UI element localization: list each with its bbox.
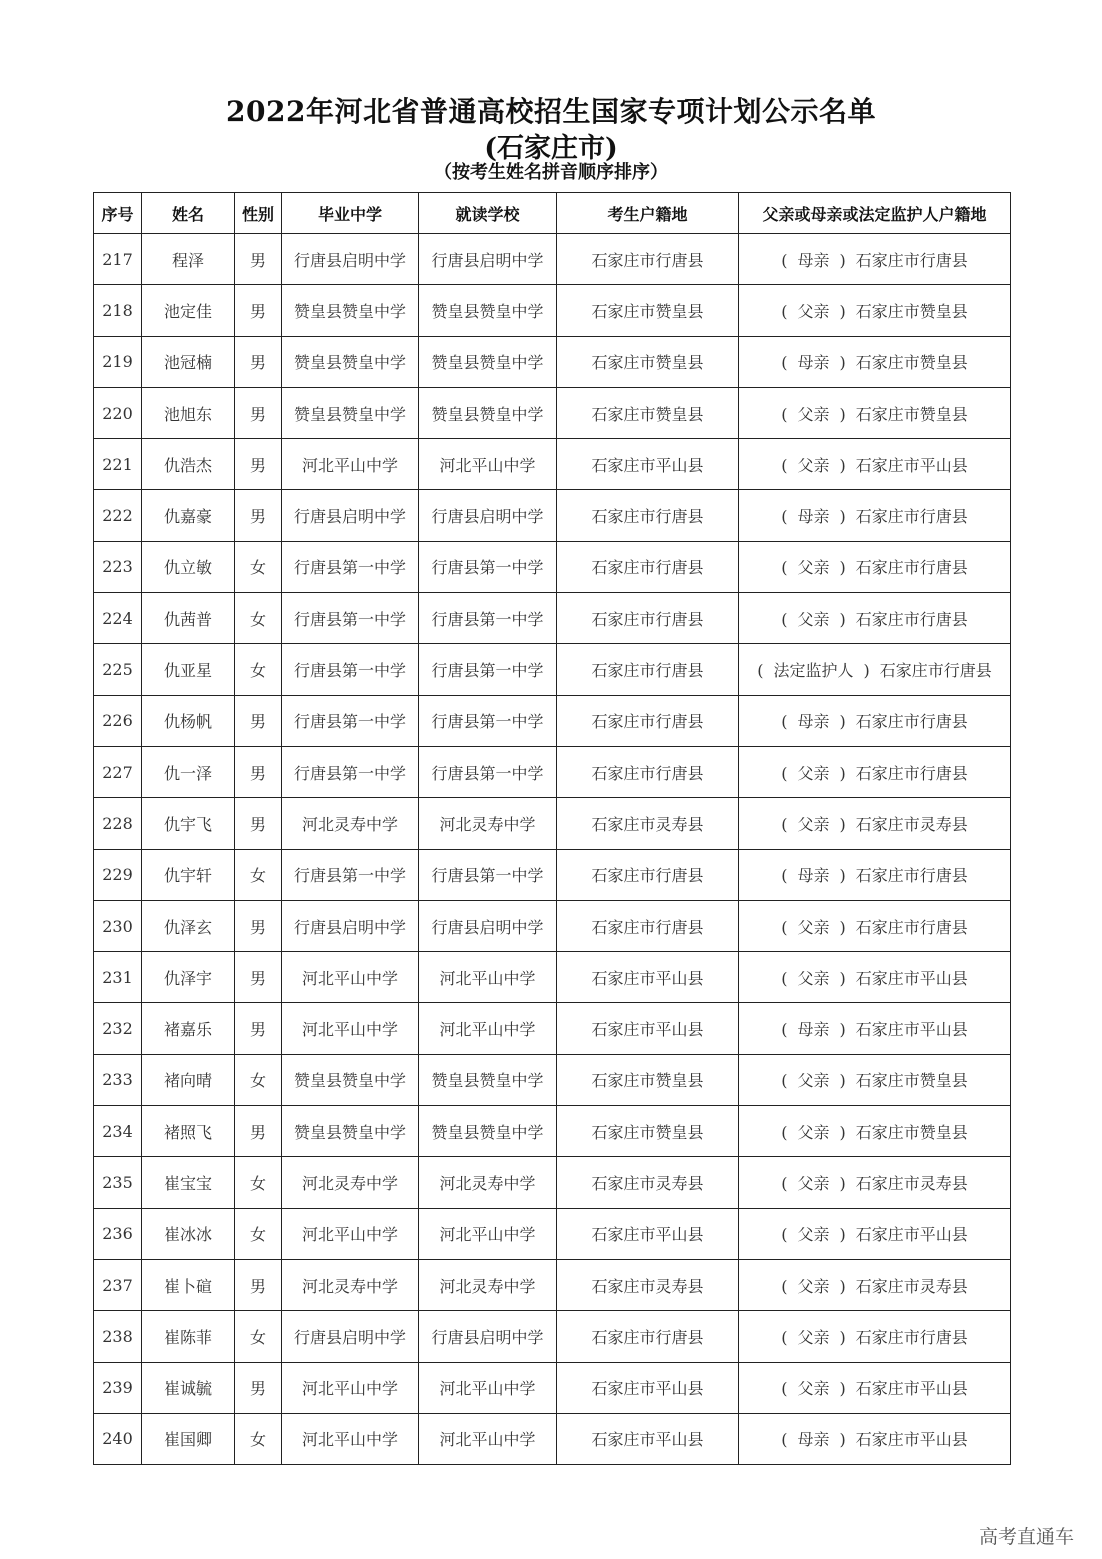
cell-no: 218 <box>94 285 142 336</box>
cell-grad-school: 河北灵寿中学 <box>282 1157 419 1208</box>
cell-name: 程泽 <box>142 234 235 285</box>
cell-current-school: 行唐县第一中学 <box>419 644 557 695</box>
guardian-relation: 父亲 <box>797 763 830 783</box>
table-row <box>94 952 1011 1003</box>
cell-name: 褚照飞 <box>142 1106 235 1157</box>
cell-grad-school: 赞皇县赞皇中学 <box>282 1106 419 1157</box>
cell-guardian-hukou: ( 母亲 ) 石家庄市赞皇县 <box>739 336 1011 387</box>
cell-current-school: 赞皇县赞皇中学 <box>419 285 557 336</box>
cell-no: 232 <box>94 1003 142 1054</box>
table-row <box>94 1259 1011 1310</box>
cell-gender: 女 <box>235 1311 282 1362</box>
cell-guardian-hukou: ( 父亲 ) 石家庄市行唐县 <box>739 541 1011 592</box>
cell-name: 褚嘉乐 <box>142 1003 235 1054</box>
cell-gender: 男 <box>235 234 282 285</box>
cell-guardian-hukou: ( 母亲 ) 石家庄市平山县 <box>739 1003 1011 1054</box>
guardian-hukou: 石家庄市行唐县 <box>855 507 968 527</box>
guardian-relation: 母亲 <box>797 712 830 732</box>
cell-current-school: 河北平山中学 <box>419 952 557 1003</box>
guardian-relation: 父亲 <box>797 404 830 424</box>
cell-current-school: 河北平山中学 <box>419 1362 557 1413</box>
cell-gender: 男 <box>235 490 282 541</box>
cell-current-school: 行唐县第一中学 <box>419 541 557 592</box>
cell-hukou: 石家庄市行唐县 <box>557 746 739 797</box>
header-col-no: 序号 <box>94 193 142 234</box>
cell-no: 230 <box>94 900 142 951</box>
cell-grad-school: 河北平山中学 <box>282 952 419 1003</box>
table-body <box>94 234 1011 1465</box>
cell-hukou: 石家庄市赞皇县 <box>557 387 739 438</box>
cell-name: 褚向晴 <box>142 1054 235 1105</box>
guardian-hukou: 石家庄市赞皇县 <box>855 353 968 373</box>
cell-current-school: 行唐县启明中学 <box>419 234 557 285</box>
cell-gender: 男 <box>235 439 282 490</box>
cell-name: 崔冰冰 <box>142 1208 235 1259</box>
guardian-relation: 父亲 <box>797 1071 830 1091</box>
guardian-hukou: 石家庄市灵寿县 <box>855 1276 968 1296</box>
guardian-relation: 法定监护人 <box>773 661 854 681</box>
cell-gender: 女 <box>235 1157 282 1208</box>
cell-hukou: 石家庄市行唐县 <box>557 593 739 644</box>
guardian-hukou: 石家庄市平山县 <box>855 1430 968 1450</box>
guardian-relation: 父亲 <box>797 1122 830 1142</box>
guardian-hukou: 石家庄市灵寿县 <box>855 814 968 834</box>
cell-no: 237 <box>94 1259 142 1310</box>
guardian-relation: 母亲 <box>797 1430 830 1450</box>
table-row <box>94 900 1011 951</box>
guardian-hukou: 石家庄市行唐县 <box>855 1327 968 1347</box>
table-row <box>94 1054 1011 1105</box>
cell-gender: 女 <box>235 541 282 592</box>
cell-guardian-hukou: ( 父亲 ) 石家庄市行唐县 <box>739 900 1011 951</box>
cell-current-school: 行唐县第一中学 <box>419 695 557 746</box>
cell-hukou: 石家庄市赞皇县 <box>557 1106 739 1157</box>
cell-gender: 男 <box>235 1003 282 1054</box>
cell-guardian-hukou: ( 父亲 ) 石家庄市灵寿县 <box>739 798 1011 849</box>
cell-guardian-hukou: ( 父亲 ) 石家庄市赞皇县 <box>739 1106 1011 1157</box>
guardian-relation: 父亲 <box>797 558 830 578</box>
cell-grad-school: 河北平山中学 <box>282 1003 419 1054</box>
cell-no: 223 <box>94 541 142 592</box>
cell-guardian-hukou: ( 父亲 ) 石家庄市赞皇县 <box>739 1054 1011 1105</box>
guardian-hukou: 石家庄市赞皇县 <box>855 1122 968 1142</box>
cell-no: 235 <box>94 1157 142 1208</box>
guardian-relation: 父亲 <box>797 609 830 629</box>
header-row <box>94 193 1011 234</box>
guardian-relation: 父亲 <box>797 917 830 937</box>
table-row <box>94 439 1011 490</box>
cell-name: 仇立敏 <box>142 541 235 592</box>
cell-grad-school: 赞皇县赞皇中学 <box>282 336 419 387</box>
cell-hukou: 石家庄市行唐县 <box>557 234 739 285</box>
guardian-hukou: 石家庄市平山县 <box>855 1379 968 1399</box>
cell-gender: 女 <box>235 1054 282 1105</box>
cell-hukou: 石家庄市赞皇县 <box>557 285 739 336</box>
cell-hukou: 石家庄市灵寿县 <box>557 1259 739 1310</box>
cell-guardian-hukou: ( 父亲 ) 石家庄市平山县 <box>739 1362 1011 1413</box>
cell-guardian-hukou: ( 法定监护人 ) 石家庄市行唐县 <box>739 644 1011 695</box>
cell-gender: 女 <box>235 849 282 900</box>
header-col-grad-school: 毕业中学 <box>282 193 419 234</box>
guardian-relation: 父亲 <box>797 1379 830 1399</box>
table-row <box>94 798 1011 849</box>
table-row <box>94 1208 1011 1259</box>
cell-grad-school: 河北灵寿中学 <box>282 1259 419 1310</box>
cell-current-school: 赞皇县赞皇中学 <box>419 1054 557 1105</box>
cell-hukou: 石家庄市赞皇县 <box>557 336 739 387</box>
cell-gender: 男 <box>235 387 282 438</box>
cell-name: 仇浩杰 <box>142 439 235 490</box>
cell-guardian-hukou: ( 父亲 ) 石家庄市赞皇县 <box>739 285 1011 336</box>
table-row <box>94 285 1011 336</box>
guardian-hukou: 石家庄市行唐县 <box>855 558 968 578</box>
cell-no: 229 <box>94 849 142 900</box>
cell-hukou: 石家庄市行唐县 <box>557 849 739 900</box>
cell-grad-school: 行唐县第一中学 <box>282 644 419 695</box>
cell-grad-school: 行唐县启明中学 <box>282 1311 419 1362</box>
cell-no: 228 <box>94 798 142 849</box>
cell-name: 仇嘉豪 <box>142 490 235 541</box>
cell-no: 239 <box>94 1362 142 1413</box>
guardian-relation: 母亲 <box>797 250 830 270</box>
table-row <box>94 746 1011 797</box>
cell-current-school: 河北平山中学 <box>419 1208 557 1259</box>
cell-name: 崔诚毓 <box>142 1362 235 1413</box>
cell-grad-school: 行唐县第一中学 <box>282 695 419 746</box>
guardian-relation: 父亲 <box>797 455 830 475</box>
cell-gender: 男 <box>235 952 282 1003</box>
table-row <box>94 1106 1011 1157</box>
cell-gender: 女 <box>235 644 282 695</box>
table-row <box>94 1311 1011 1362</box>
cell-grad-school: 河北平山中学 <box>282 1362 419 1413</box>
cell-guardian-hukou: ( 母亲 ) 石家庄市行唐县 <box>739 490 1011 541</box>
table-row <box>94 644 1011 695</box>
cell-grad-school: 河北平山中学 <box>282 1413 419 1464</box>
cell-gender: 男 <box>235 1259 282 1310</box>
table-row <box>94 387 1011 438</box>
cell-hukou: 石家庄市平山县 <box>557 952 739 1003</box>
cell-current-school: 行唐县启明中学 <box>419 490 557 541</box>
cell-grad-school: 行唐县第一中学 <box>282 746 419 797</box>
cell-guardian-hukou: ( 父亲 ) 石家庄市平山县 <box>739 952 1011 1003</box>
guardian-hukou: 石家庄市赞皇县 <box>855 301 968 321</box>
guardian-relation: 母亲 <box>797 353 830 373</box>
guardian-hukou: 石家庄市行唐县 <box>855 609 968 629</box>
cell-guardian-hukou: ( 母亲 ) 石家庄市行唐县 <box>739 849 1011 900</box>
guardian-hukou: 石家庄市平山县 <box>855 1020 968 1040</box>
cell-hukou: 石家庄市行唐县 <box>557 1311 739 1362</box>
cell-no: 238 <box>94 1311 142 1362</box>
cell-guardian-hukou: ( 父亲 ) 石家庄市灵寿县 <box>739 1259 1011 1310</box>
cell-current-school: 赞皇县赞皇中学 <box>419 387 557 438</box>
cell-no: 233 <box>94 1054 142 1105</box>
guardian-relation: 父亲 <box>797 1276 830 1296</box>
table-row <box>94 336 1011 387</box>
header-col-hukou: 考生户籍地 <box>557 193 739 234</box>
cell-no: 226 <box>94 695 142 746</box>
watermark-text: 高考直通车 <box>978 1526 1074 1548</box>
roster-table <box>93 192 1011 1465</box>
table-row <box>94 1362 1011 1413</box>
cell-no: 240 <box>94 1413 142 1464</box>
guardian-hukou: 石家庄市行唐县 <box>879 661 992 681</box>
cell-name: 崔陈菲 <box>142 1311 235 1362</box>
cell-hukou: 石家庄市平山县 <box>557 1362 739 1413</box>
cell-grad-school: 河北平山中学 <box>282 1208 419 1259</box>
cell-guardian-hukou: ( 父亲 ) 石家庄市赞皇县 <box>739 387 1011 438</box>
cell-grad-school: 行唐县启明中学 <box>282 234 419 285</box>
cell-name: 仇杨帆 <box>142 695 235 746</box>
cell-grad-school: 行唐县第一中学 <box>282 849 419 900</box>
table-row <box>94 695 1011 746</box>
cell-no: 220 <box>94 387 142 438</box>
cell-grad-school: 赞皇县赞皇中学 <box>282 285 419 336</box>
table-row <box>94 1413 1011 1464</box>
table-row <box>94 490 1011 541</box>
cell-guardian-hukou: ( 父亲 ) 石家庄市灵寿县 <box>739 1157 1011 1208</box>
table-row <box>94 541 1011 592</box>
cell-gender: 女 <box>235 1413 282 1464</box>
cell-no: 236 <box>94 1208 142 1259</box>
cell-hukou: 石家庄市行唐县 <box>557 644 739 695</box>
cell-no: 231 <box>94 952 142 1003</box>
page-title: 2022年河北省普通高校招生国家专项计划公示名单 <box>226 95 876 128</box>
cell-hukou: 石家庄市行唐县 <box>557 541 739 592</box>
header-col-guardian-hukou: 父亲或母亲或法定监护人户籍地 <box>739 193 1011 234</box>
cell-name: 仇一泽 <box>142 746 235 797</box>
cell-hukou: 石家庄市平山县 <box>557 439 739 490</box>
guardian-hukou: 石家庄市平山县 <box>855 455 968 475</box>
cell-gender: 男 <box>235 1362 282 1413</box>
cell-gender: 女 <box>235 593 282 644</box>
cell-hukou: 石家庄市行唐县 <box>557 490 739 541</box>
cell-hukou: 石家庄市平山县 <box>557 1413 739 1464</box>
cell-guardian-hukou: ( 父亲 ) 石家庄市行唐县 <box>739 593 1011 644</box>
cell-guardian-hukou: ( 父亲 ) 石家庄市行唐县 <box>739 1311 1011 1362</box>
cell-grad-school: 行唐县第一中学 <box>282 593 419 644</box>
cell-name: 仇泽宇 <box>142 952 235 1003</box>
header-col-gender: 性别 <box>235 193 282 234</box>
guardian-relation: 父亲 <box>797 1225 830 1245</box>
cell-no: 227 <box>94 746 142 797</box>
cell-current-school: 赞皇县赞皇中学 <box>419 1106 557 1157</box>
cell-grad-school: 行唐县启明中学 <box>282 900 419 951</box>
cell-guardian-hukou: ( 父亲 ) 石家庄市平山县 <box>739 1208 1011 1259</box>
table-row <box>94 1003 1011 1054</box>
guardian-hukou: 石家庄市行唐县 <box>855 250 968 270</box>
guardian-hukou: 石家庄市赞皇县 <box>855 404 968 424</box>
cell-current-school: 行唐县第一中学 <box>419 849 557 900</box>
cell-current-school: 河北平山中学 <box>419 1413 557 1464</box>
cell-gender: 男 <box>235 798 282 849</box>
guardian-hukou: 石家庄市行唐县 <box>855 866 968 886</box>
cell-current-school: 行唐县启明中学 <box>419 1311 557 1362</box>
cell-gender: 男 <box>235 1106 282 1157</box>
cell-name: 仇宇飞 <box>142 798 235 849</box>
cell-no: 217 <box>94 234 142 285</box>
table-header <box>94 193 1011 234</box>
cell-grad-school: 行唐县第一中学 <box>282 541 419 592</box>
cell-current-school: 行唐县第一中学 <box>419 593 557 644</box>
guardian-hukou: 石家庄市平山县 <box>855 1225 968 1245</box>
guardian-hukou: 石家庄市行唐县 <box>855 917 968 937</box>
table-row <box>94 1157 1011 1208</box>
cell-no: 224 <box>94 593 142 644</box>
guardian-relation: 父亲 <box>797 814 830 834</box>
cell-current-school: 行唐县第一中学 <box>419 746 557 797</box>
table-row <box>94 593 1011 644</box>
guardian-relation: 母亲 <box>797 866 830 886</box>
guardian-relation: 母亲 <box>797 1020 830 1040</box>
cell-name: 池旭东 <box>142 387 235 438</box>
cell-grad-school: 河北灵寿中学 <box>282 798 419 849</box>
cell-hukou: 石家庄市平山县 <box>557 1003 739 1054</box>
cell-hukou: 石家庄市行唐县 <box>557 695 739 746</box>
cell-gender: 男 <box>235 695 282 746</box>
cell-no: 222 <box>94 490 142 541</box>
cell-name: 池定佳 <box>142 285 235 336</box>
cell-guardian-hukou: ( 母亲 ) 石家庄市平山县 <box>739 1413 1011 1464</box>
cell-name: 崔宝宝 <box>142 1157 235 1208</box>
cell-hukou: 石家庄市平山县 <box>557 1208 739 1259</box>
cell-current-school: 河北灵寿中学 <box>419 1157 557 1208</box>
cell-grad-school: 赞皇县赞皇中学 <box>282 387 419 438</box>
cell-guardian-hukou: ( 父亲 ) 石家庄市平山县 <box>739 439 1011 490</box>
cell-name: 仇宇轩 <box>142 849 235 900</box>
cell-no: 234 <box>94 1106 142 1157</box>
guardian-relation: 父亲 <box>797 968 830 988</box>
cell-gender: 男 <box>235 285 282 336</box>
cell-no: 225 <box>94 644 142 695</box>
cell-gender: 女 <box>235 1208 282 1259</box>
cell-name: 仇泽玄 <box>142 900 235 951</box>
region-subtitle: (石家庄市) <box>484 133 618 164</box>
cell-gender: 男 <box>235 900 282 951</box>
guardian-hukou: 石家庄市平山县 <box>855 968 968 988</box>
guardian-relation: 父亲 <box>797 1173 830 1193</box>
cell-current-school: 河北灵寿中学 <box>419 798 557 849</box>
cell-hukou: 石家庄市灵寿县 <box>557 798 739 849</box>
header-col-name: 姓名 <box>142 193 235 234</box>
header-col-current-school: 就读学校 <box>419 193 557 234</box>
guardian-hukou: 石家庄市灵寿县 <box>855 1173 968 1193</box>
cell-hukou: 石家庄市灵寿县 <box>557 1157 739 1208</box>
cell-current-school: 河北灵寿中学 <box>419 1259 557 1310</box>
guardian-hukou: 石家庄市行唐县 <box>855 712 968 732</box>
guardian-hukou: 石家庄市行唐县 <box>855 763 968 783</box>
cell-grad-school: 河北平山中学 <box>282 439 419 490</box>
cell-no: 219 <box>94 336 142 387</box>
cell-current-school: 河北平山中学 <box>419 439 557 490</box>
cell-name: 仇亚星 <box>142 644 235 695</box>
cell-no: 221 <box>94 439 142 490</box>
guardian-hukou: 石家庄市赞皇县 <box>855 1071 968 1091</box>
cell-hukou: 石家庄市赞皇县 <box>557 1054 739 1105</box>
cell-grad-school: 赞皇县赞皇中学 <box>282 1054 419 1105</box>
table-row <box>94 849 1011 900</box>
cell-current-school: 行唐县启明中学 <box>419 900 557 951</box>
cell-name: 崔卜碹 <box>142 1259 235 1310</box>
cell-current-school: 赞皇县赞皇中学 <box>419 336 557 387</box>
sort-note: （按考生姓名拼音顺序排序） <box>434 162 668 183</box>
table-row <box>94 234 1011 285</box>
cell-guardian-hukou: ( 父亲 ) 石家庄市行唐县 <box>739 746 1011 797</box>
cell-gender: 男 <box>235 746 282 797</box>
cell-gender: 男 <box>235 336 282 387</box>
cell-name: 崔国卿 <box>142 1413 235 1464</box>
cell-hukou: 石家庄市行唐县 <box>557 900 739 951</box>
cell-guardian-hukou: ( 母亲 ) 石家庄市行唐县 <box>739 234 1011 285</box>
guardian-relation: 母亲 <box>797 507 830 527</box>
cell-grad-school: 行唐县启明中学 <box>282 490 419 541</box>
guardian-relation: 父亲 <box>797 1327 830 1347</box>
cell-name: 仇茜普 <box>142 593 235 644</box>
cell-guardian-hukou: ( 母亲 ) 石家庄市行唐县 <box>739 695 1011 746</box>
guardian-relation: 父亲 <box>797 301 830 321</box>
cell-current-school: 河北平山中学 <box>419 1003 557 1054</box>
cell-name: 池冠楠 <box>142 336 235 387</box>
